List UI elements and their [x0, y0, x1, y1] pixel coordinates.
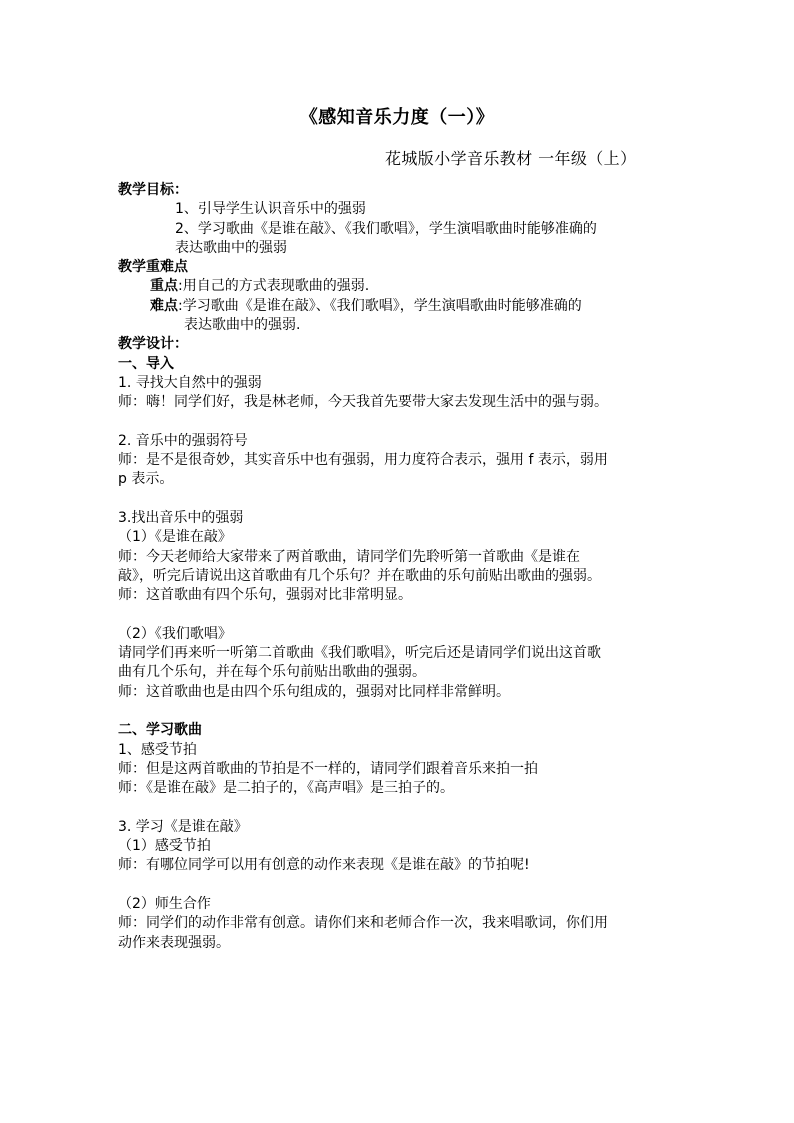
s1-3-sub2: （2）《我们歌唱》 [118, 625, 232, 642]
goal-2-line-1: 2、学习歌曲《是谁在敲》、《我们歌唱》，学生演唱歌曲时能够准确的 [175, 220, 597, 237]
s1-3-sub1: （1）《是谁在敲》 [118, 529, 232, 546]
spacer [118, 876, 678, 895]
s1-3-sub2-line-3: 师：这首歌曲也是由四个乐句组成的，强弱对比同样非常鲜明。 [118, 683, 510, 700]
s1-1-text: 师：嗨！同学们好，我是林老师，今天我首先要带大家去发现生活中的强与弱。 [118, 394, 608, 411]
s1-3-sub1-line-3: 师：这首歌曲有四个乐句，强弱对比非常明显。 [118, 587, 412, 604]
section-2-heading: 二、学习歌曲 [118, 722, 202, 739]
spacer [118, 799, 678, 818]
s2-1-line-2: 师：《是谁在敲》是二拍子的，《高声唱》是三拍子的。 [118, 780, 454, 797]
difficulty-text: :学习歌曲《是谁在敲》、《我们歌唱》，学生演唱歌曲时能够准确的 [178, 297, 582, 314]
s1-2-text-line-1: 师：是不是很奇妙，其实音乐中也有强弱，用力度符合表示，强用 f 表示，弱用 [118, 452, 608, 469]
s1-3-sub2-line-1: 请同学们再来听一听第二首歌曲《我们歌唱》，听完后还是请同学们说出这首歌 [118, 645, 601, 662]
difficulty-label: 难点 [150, 297, 178, 314]
difficulty-text-line-2: 表达歌曲中的强弱. [184, 317, 301, 334]
s1-2-title: 2. 音乐中的强弱符号 [118, 432, 248, 449]
document-title: 《感知音乐力度（一）》 [299, 107, 495, 128]
s2-1-title: 1、感受节拍 [118, 741, 197, 758]
goals-heading: 教学目标： [118, 182, 188, 198]
key-point [118, 277, 678, 296]
spacer [118, 702, 678, 721]
goal-1: 1、引导学生认识音乐中的强弱 [175, 201, 366, 218]
s1-3-title: 3.找出音乐中的强弱 [118, 510, 244, 527]
s2-3-sub2: （2）师生合作 [118, 895, 211, 912]
key-text: :用自己的方式表现歌曲的强弱. [178, 278, 370, 295]
s2-3-sub2-line-2: 动作来表现强弱。 [118, 934, 230, 951]
document-subtitle: 花城版小学音乐教材 一年级（上） [385, 149, 637, 168]
s2-3-title: 3. 学习《是谁在敲》 [118, 818, 248, 835]
key-heading: 教学重难点 [118, 259, 188, 276]
s1-1-title: 1. 寻找大自然中的强弱 [118, 374, 262, 391]
spacer [118, 490, 678, 509]
difficulty-point [118, 297, 678, 316]
spacer [118, 413, 678, 432]
s2-1-line-1: 师：但是这两首歌曲的节拍是不一样的，请同学们跟着音乐来拍一拍 [118, 760, 538, 777]
s1-3-sub2-line-2: 曲有几个乐句，并在每个乐句前贴出歌曲的强弱。 [118, 664, 426, 681]
goal-2-line-2: 表达歌曲中的强弱 [175, 239, 287, 256]
design-heading: 教学设计： [118, 336, 188, 353]
key-label: 重点 [150, 278, 178, 295]
s2-3-sub1-line-1: 师：有哪位同学可以用有创意的动作来表现《是谁在敲》的节拍呢! [118, 857, 530, 874]
section-1-heading: 一、导入 [118, 355, 174, 372]
s1-2-text-line-2: p 表示。 [118, 471, 174, 488]
s1-3-sub1-line-1: 师：今天老师给大家带来了两首歌曲，请同学们先聆听第一首歌曲《是谁在 [118, 548, 580, 565]
spacer [118, 606, 678, 625]
s2-3-sub2-line-1: 师：同学们的动作非常有创意。请你们来和老师合作一次，我来唱歌词，你们用 [118, 915, 608, 932]
document-body [118, 181, 678, 953]
s1-3-sub1-line-2: 敲》，听完后请说出这首歌曲有几个乐句？并在歌曲的乐句前贴出歌曲的强弱。 [118, 567, 601, 584]
s2-3-sub1: （1）感受节拍 [118, 838, 211, 855]
